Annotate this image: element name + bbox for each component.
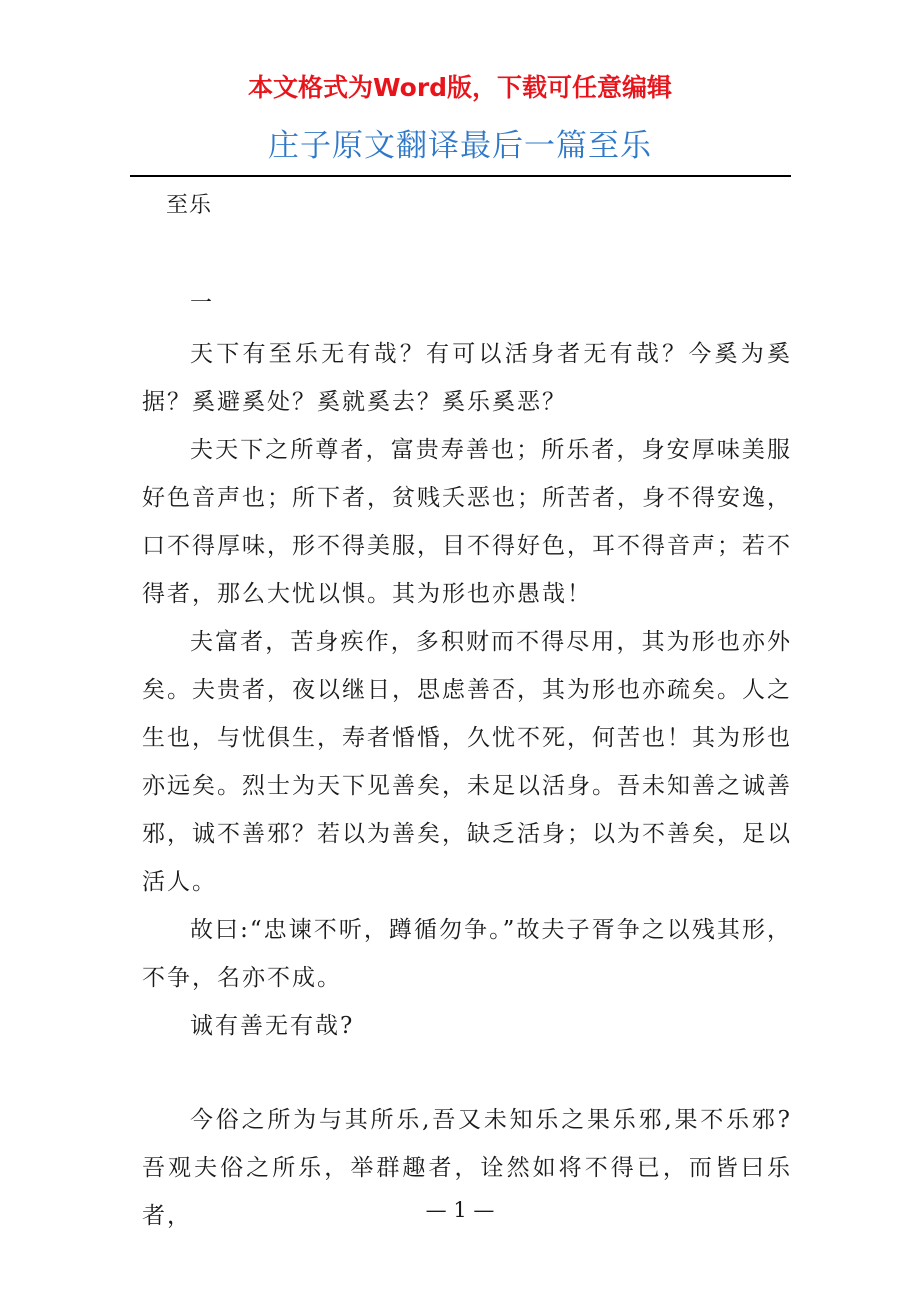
paragraph: 夫天下之所尊者，富贵寿善也；所乐者，身安厚味美服好色音声也；所下者，贫贱夭恶也；所苦者，身不得安逸，口不得厚味，形不得美服，目不得好色，耳不得音声；若不得者，那么大忧以惧。其为形也亦愚哉！ bbox=[142, 437, 792, 607]
paragraph: 夫富者，苦身疾作，多积财而不得尽用，其为形也亦外矣。夫贵者，夜以继日，思虑善否，其为形也亦疏矣。人之生也，与忧俱生，寿者惛惛，久忧不死，何苦也！其为形也亦远矣。烈士为天下见善矣，未足以活身。吾未知善之诚善邪，诚不善邪？若以为善矣，缺乏活身；以为不善矣，足以活人。 bbox=[142, 629, 792, 895]
title-divider bbox=[130, 175, 791, 177]
document-title: 庄子原文翻译最后一篇至乐 bbox=[268, 128, 652, 164]
paragraph: 天下有至乐无有哉？有可以活身者无有哉？今奚为奚据？奚避奚处？奚就奚去？奚乐奚恶？ bbox=[142, 341, 792, 415]
paragraph: 诚有善无有哉? bbox=[190, 1013, 355, 1039]
page-number: — 1 — bbox=[425, 1198, 495, 1222]
format-notice-banner: 本文格式为Word版，下载可任意编辑 bbox=[247, 73, 673, 102]
chapter-heading: 至乐 bbox=[166, 193, 213, 218]
section-marker: 一 bbox=[190, 291, 213, 316]
paragraph: 故曰:“忠谏不听，蹲循勿争。”故夫子胥争之以残其形，不争，名亦不成。 bbox=[142, 917, 792, 991]
paragraph: 今俗之所为与其所乐,吾又未知乐之果乐邪,果不乐邪?吾观夫俗之所乐，举群趣者，诠然如将不得已，而皆曰乐者， bbox=[142, 1107, 792, 1229]
body-text bbox=[142, 330, 792, 1240]
